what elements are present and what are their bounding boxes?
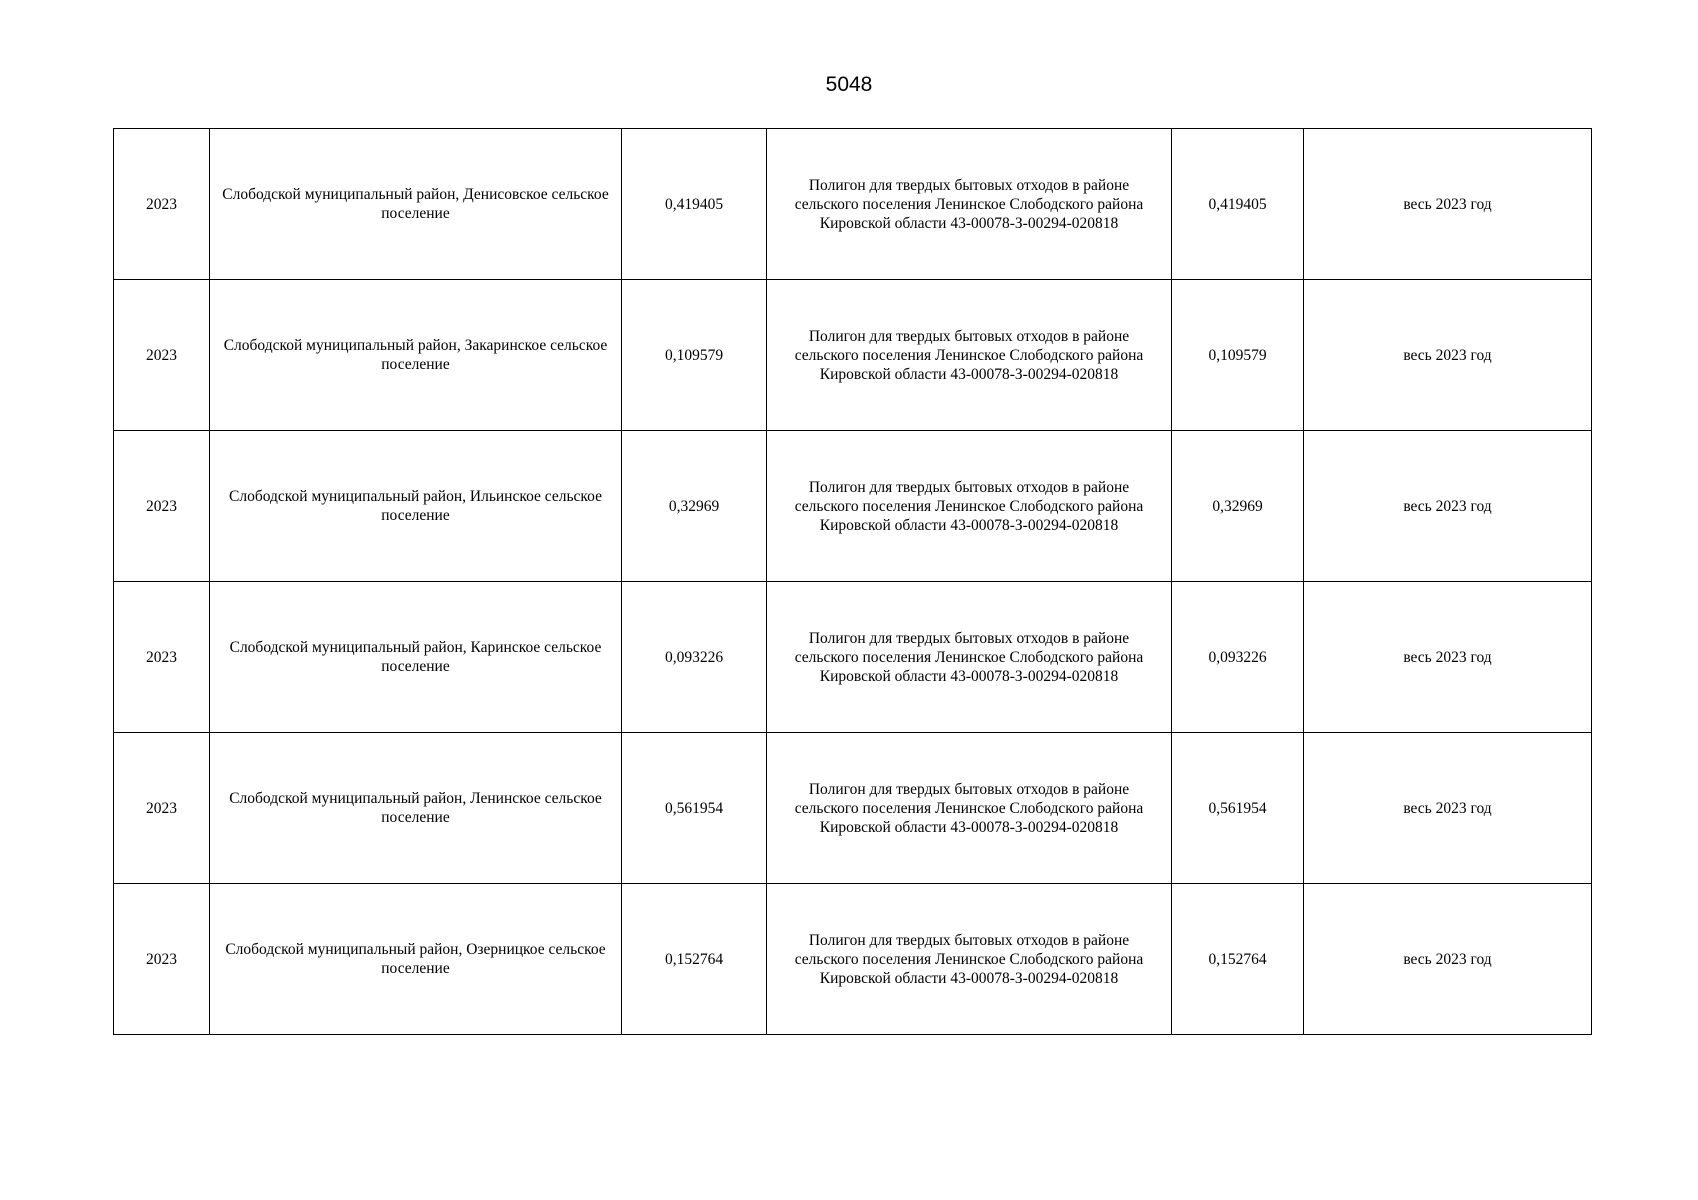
volume-cell: 0,561954: [622, 733, 767, 884]
facility-cell: Полигон для твердых бытовых отходов в районе сельского поселения Ленинское Слободского района Кировской области 43-00078-З-00294-020818: [767, 582, 1172, 733]
territory-cell: Слободской муниципальный район, Каринское сельское поселение: [210, 582, 622, 733]
volume-cell: 0,093226: [622, 582, 767, 733]
period-cell: весь 2023 год: [1304, 733, 1592, 884]
period-cell: весь 2023 год: [1304, 129, 1592, 280]
page-number: 5048: [825, 73, 873, 96]
year-cell: 2023: [114, 733, 210, 884]
facility-volume-cell: 0,093226: [1172, 582, 1304, 733]
year-cell: 2023: [114, 582, 210, 733]
table-row: [114, 733, 1592, 884]
territory-cell: Слободской муниципальный район, Ленинское сельское поселение: [210, 733, 622, 884]
table-row: [114, 280, 1592, 431]
facility-cell: Полигон для твердых бытовых отходов в районе сельского поселения Ленинское Слободского района Кировской области 43-00078-З-00294-020818: [767, 129, 1172, 280]
period-cell: весь 2023 год: [1304, 431, 1592, 582]
year-cell: 2023: [114, 884, 210, 1035]
period-cell: весь 2023 год: [1304, 582, 1592, 733]
table-row: [114, 884, 1592, 1035]
facility-cell: Полигон для твердых бытовых отходов в районе сельского поселения Ленинское Слободского района Кировской области 43-00078-З-00294-020818: [767, 733, 1172, 884]
facility-volume-cell: 0,32969: [1172, 431, 1304, 582]
territory-cell: Слободской муниципальный район, Закаринское сельское поселение: [210, 280, 622, 431]
volume-cell: 0,152764: [622, 884, 767, 1035]
table-row: [114, 129, 1592, 280]
facility-cell: Полигон для твердых бытовых отходов в районе сельского поселения Ленинское Слободского района Кировской области 43-00078-З-00294-020818: [767, 431, 1172, 582]
year-cell: 2023: [114, 431, 210, 582]
territory-cell: Слободской муниципальный район, Ильинское сельское поселение: [210, 431, 622, 582]
waste-allocation-table: [113, 128, 1592, 1035]
year-cell: 2023: [114, 280, 210, 431]
period-cell: весь 2023 год: [1304, 884, 1592, 1035]
volume-cell: 0,109579: [622, 280, 767, 431]
year-cell: 2023: [114, 129, 210, 280]
volume-cell: 0,32969: [622, 431, 767, 582]
facility-volume-cell: 0,419405: [1172, 129, 1304, 280]
facility-cell: Полигон для твердых бытовых отходов в районе сельского поселения Ленинское Слободского района Кировской области 43-00078-З-00294-020818: [767, 884, 1172, 1035]
table-row: [114, 582, 1592, 733]
territory-cell: Слободской муниципальный район, Озерницкое сельское поселение: [210, 884, 622, 1035]
facility-volume-cell: 0,561954: [1172, 733, 1304, 884]
volume-cell: 0,419405: [622, 129, 767, 280]
facility-volume-cell: 0,152764: [1172, 884, 1304, 1035]
period-cell: весь 2023 год: [1304, 280, 1592, 431]
table-row: [114, 431, 1592, 582]
territory-cell: Слободской муниципальный район, Денисовское сельское поселение: [210, 129, 622, 280]
facility-volume-cell: 0,109579: [1172, 280, 1304, 431]
facility-cell: Полигон для твердых бытовых отходов в районе сельского поселения Ленинское Слободского района Кировской области 43-00078-З-00294-020818: [767, 280, 1172, 431]
